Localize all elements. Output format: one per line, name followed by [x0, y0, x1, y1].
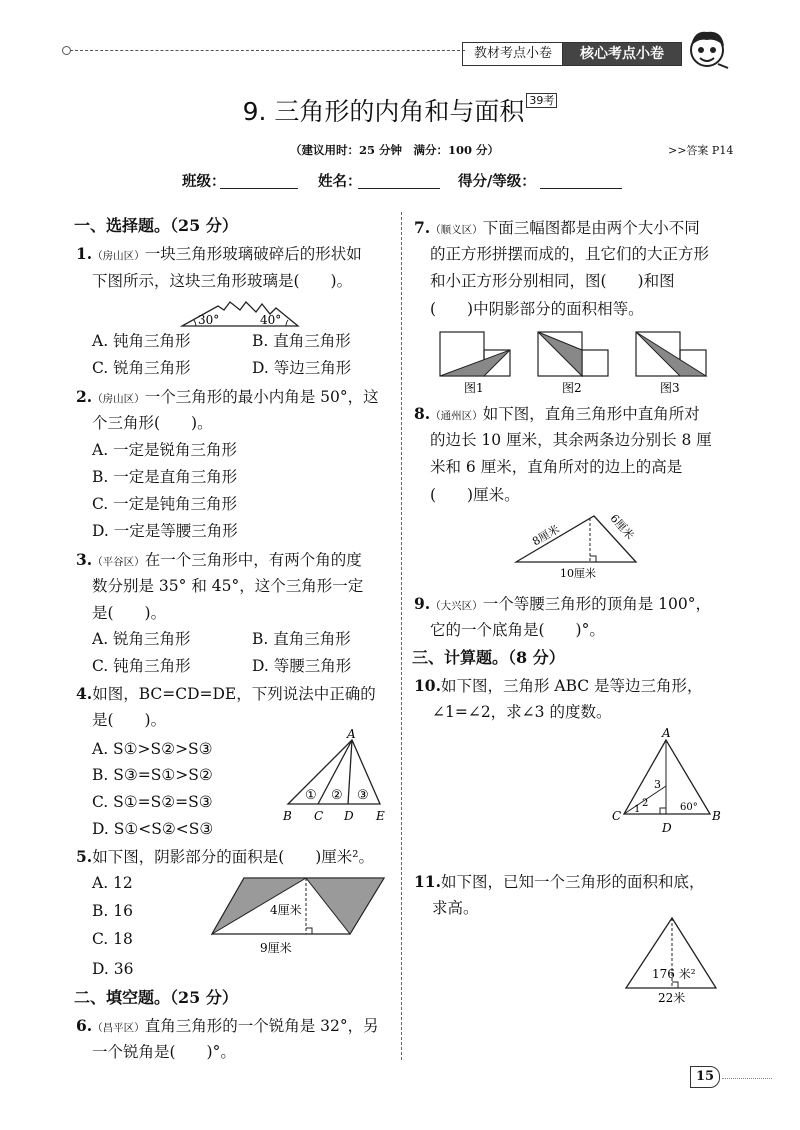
q10-angle-1: 1: [634, 804, 641, 815]
series-tag-box: [562, 42, 682, 66]
q3-line1: [76, 546, 362, 576]
q4-region-3: ③: [357, 788, 369, 803]
q11-triangle-figure: [620, 912, 720, 1004]
header-dashed-line: [70, 50, 465, 51]
q7-line3: 和小正方形分别相同，图( )和图: [430, 272, 675, 290]
q10-angle-2: 2: [642, 798, 649, 809]
q1-line2: 下图所示，这块三角形玻璃是( )。: [92, 272, 353, 290]
section3-title: 三、计算题。（8 分）: [412, 648, 565, 667]
class-label: 班级：: [182, 173, 226, 190]
q8-number: 8.: [414, 404, 431, 423]
q8-right-triangle: [512, 510, 640, 582]
q4-option-c[interactable]: C. S①=S②=S③: [92, 793, 213, 811]
q1-option-b[interactable]: B. 直角三角形: [252, 332, 351, 350]
q8-district: （通州区）: [430, 410, 483, 422]
q5-parallelogram-figure: [210, 874, 390, 960]
q9-line2: 它的一个底角是( )°。: [430, 621, 605, 639]
page-number: 15: [695, 1069, 715, 1084]
q10-angle-b: 60°: [680, 802, 698, 813]
q8-line1: [414, 400, 700, 430]
answer-ref: >>答案 P14: [668, 144, 734, 157]
q1-district: （房山区）: [92, 250, 145, 262]
q11-base-label: 22米: [658, 991, 686, 1004]
series-label-box: [462, 42, 564, 66]
q2-option-a[interactable]: A. 一定是锐角三角形: [92, 441, 238, 459]
q7-line4: ( )中阴影部分的面积相等。: [430, 300, 644, 318]
q7-fig3-label: 图3: [660, 381, 680, 395]
q11-line2: 求高。: [432, 899, 479, 917]
q10-line2: ∠1=∠2，求∠3 的度数。: [432, 703, 612, 721]
q11-line1: [414, 868, 704, 896]
q1-line1: [76, 240, 362, 270]
q6-district: （昌平区）: [92, 1022, 145, 1034]
score-label: 得分/等级：: [458, 173, 536, 190]
q7-district: （顺义区）: [430, 224, 483, 236]
q10-text1: 如下图，三角形 ABC 是等边三角形，: [440, 677, 703, 695]
q1-text1: 一块三角形玻璃破碎后的形状如: [144, 245, 362, 263]
q8-side-c: 10厘米: [560, 567, 596, 580]
q9-text1: 一个等腰三角形的顶角是 100°，: [482, 595, 711, 613]
section1-title: 一、选择题。（25 分）: [74, 216, 238, 235]
class-field[interactable]: [220, 188, 298, 189]
mascot-icon: [682, 24, 732, 74]
q8-side-b: 6厘米: [607, 511, 637, 543]
page-title-text: 9. 三角形的内角和与面积: [242, 97, 525, 126]
q3-line3: 是( )。: [92, 604, 167, 622]
q7-text1: 下面三幅图都是由两个大小不同: [482, 219, 700, 237]
q8-side-a: 8厘米: [530, 522, 562, 549]
q10-label-a: A: [662, 726, 671, 740]
footer-dotted-line: [722, 1078, 772, 1079]
q4-option-d[interactable]: D. S①<S②<S③: [92, 820, 214, 838]
exam-count: 39考: [529, 94, 555, 107]
q9-district: （大兴区）: [430, 600, 483, 612]
q5-height-label: 4厘米: [270, 903, 302, 917]
section2-title: 二、填空题。（25 分）: [74, 988, 238, 1007]
q2-number: 2.: [76, 387, 93, 406]
q4-line1: [76, 680, 376, 708]
q10-label-b: B: [712, 809, 721, 823]
q10-label-c: C: [612, 809, 622, 823]
q4-label-e: E: [376, 809, 385, 823]
q8-line2: 的边长 10 厘米，其余两条边分别长 8 厘: [430, 431, 712, 449]
score-field[interactable]: [540, 188, 622, 189]
q4-option-a[interactable]: A. S①>S②>S③: [92, 740, 213, 758]
page-number-box: [690, 1066, 720, 1088]
q5-number: 5.: [76, 847, 93, 866]
q10-line1: [414, 672, 703, 700]
info-row: [182, 170, 682, 194]
q4-label-a: A: [347, 728, 356, 741]
q5-option-d[interactable]: D. 36: [92, 960, 134, 978]
q4-label-b: B: [283, 809, 292, 823]
q4-label-c: C: [314, 809, 324, 823]
q3-option-d[interactable]: D. 等腰三角形: [252, 657, 352, 675]
q10-angle-3: 3: [654, 778, 661, 791]
q6-number: 6.: [76, 1016, 93, 1035]
q5-text1: 如下图，阴影部分的面积是( )厘米²。: [92, 848, 374, 866]
column-divider: [401, 212, 402, 1060]
page-title: [0, 92, 800, 128]
q5-option-a[interactable]: A. 12: [92, 874, 133, 892]
q5-base-label: 9厘米: [260, 941, 292, 955]
q6-line1: [76, 1012, 379, 1042]
q3-number: 3.: [76, 550, 93, 569]
q8-line3: 米和 6 厘米，直角所对的边上的高是: [430, 458, 683, 476]
time-info: （建议用时：25 分钟 满分：100 分）: [290, 143, 500, 157]
q2-line1: [76, 383, 379, 413]
q11-number: 11.: [414, 872, 441, 891]
q10-triangle-figure: [610, 726, 730, 838]
q4-label-d: D: [344, 809, 354, 823]
q8-line4: ( )厘米。: [430, 486, 520, 504]
q2-text1: 一个三角形的最小内角是 50°，这: [144, 388, 379, 406]
series-tag: 核心考点小卷: [580, 46, 664, 62]
q7-fig2-label: 图2: [562, 381, 582, 395]
exam-count-badge: [526, 93, 557, 108]
q3-option-a[interactable]: A. 锐角三角形: [92, 630, 191, 648]
q4-number: 4.: [76, 684, 93, 703]
q7-fig1-label: 图1: [464, 381, 484, 395]
q1-angle-left: 30°: [198, 313, 220, 327]
q5-line1: [76, 843, 374, 871]
q6-text1: 直角三角形的一个锐角是 32°，另: [144, 1017, 379, 1035]
q2-option-b[interactable]: B. 一定是直角三角形: [92, 468, 238, 486]
q1-option-d[interactable]: D. 等边三角形: [252, 359, 352, 377]
q1-option-c[interactable]: C. 锐角三角形: [92, 359, 191, 377]
q9-number: 9.: [414, 594, 431, 613]
q3-option-b[interactable]: B. 直角三角形: [252, 630, 351, 648]
q4-option-b[interactable]: B. S③=S①>S②: [92, 766, 213, 784]
q7-figures: [438, 330, 728, 396]
q2-option-d[interactable]: D. 一定是等腰三角形: [92, 522, 238, 540]
q7-line1: [414, 214, 700, 244]
header-dot: [62, 46, 71, 55]
name-label: 姓名：: [318, 173, 362, 190]
q4-region-1: ①: [305, 788, 317, 803]
q7-line2: 的正方形拼摆而成的，且它们的大正方形: [430, 245, 710, 263]
q2-line2: 个三角形( )。: [92, 414, 213, 432]
q3-district: （平谷区）: [92, 556, 145, 568]
q11-text1: 如下图，已知一个三角形的面积和底，: [440, 873, 705, 891]
q1-number: 1.: [76, 244, 93, 263]
q5-option-c[interactable]: C. 18: [92, 930, 133, 948]
q11-area-label: 176 米²: [652, 967, 696, 981]
name-field[interactable]: [358, 188, 440, 189]
q3-option-c[interactable]: C. 钝角三角形: [92, 657, 191, 675]
q4-region-2: ②: [331, 788, 343, 803]
q1-broken-triangle: [180, 296, 300, 328]
q4-triangle-figure: [278, 728, 390, 824]
q8-text1: 如下图，直角三角形中直角所对: [482, 405, 700, 423]
q10-number: 10.: [414, 676, 441, 695]
q9-line1: [414, 590, 711, 620]
q2-district: （房山区）: [92, 393, 145, 405]
q3-line2: 数分别是 35° 和 45°，这个三角形一定: [92, 577, 364, 595]
q3-text1: 在一个三角形中，有两个角的度: [144, 551, 362, 569]
q4-line2: 是( )。: [92, 711, 167, 729]
q6-line2: 一个锐角是( )°。: [92, 1043, 236, 1061]
series-label: 教材考点小卷: [473, 46, 552, 61]
q7-number: 7.: [414, 218, 431, 237]
q2-option-c[interactable]: C. 一定是钝角三角形: [92, 495, 238, 513]
q1-option-a[interactable]: A. 钝角三角形: [92, 332, 191, 350]
q5-option-b[interactable]: B. 16: [92, 902, 133, 920]
q1-angle-right: 40°: [260, 313, 282, 327]
q10-label-d: D: [662, 821, 672, 835]
q4-text1: 如图，BC=CD=DE，下列说法中正确的: [92, 685, 376, 703]
